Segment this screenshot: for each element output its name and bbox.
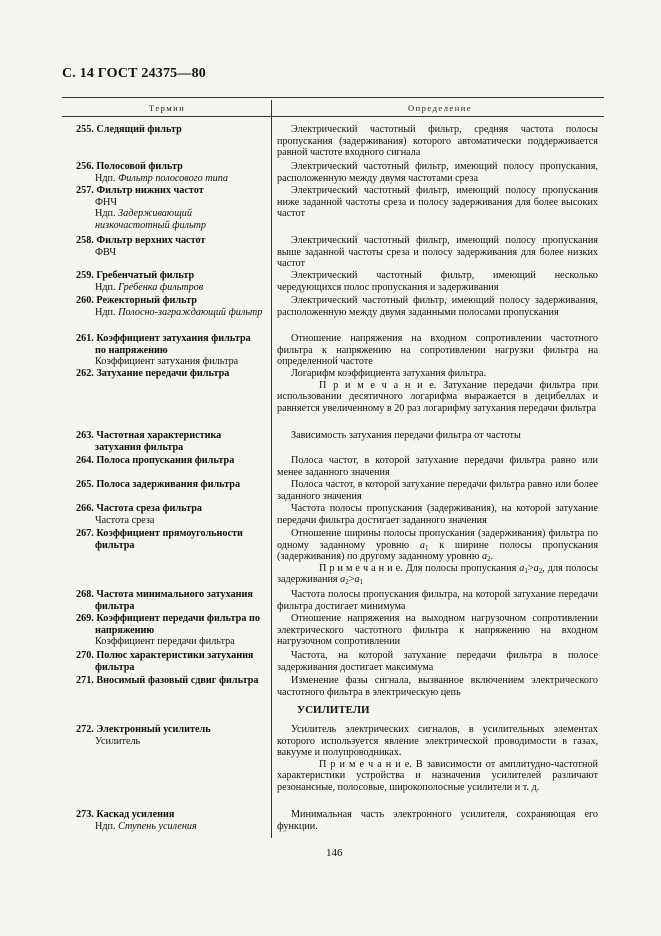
term-entry [76,528,264,551]
definition-text [277,185,598,220]
synonym-prefix: Усилитель [95,735,141,747]
synonym-prefix: Коэффициент передачи фильтра [95,636,235,648]
term-synonym [76,173,264,185]
definition-paragraph: Усилитель электрических сигналов, в усилительных элементах которого используется явление электрической проводимости в газах, вакууме и полупроводниках. [277,724,598,759]
term-entry [76,295,264,318]
term-number: 260. [76,295,94,306]
note-text: В зависимости от амплитудно-частотной характеристики устройства и назначения усилителей различают резонансные, полосовые, широкополосные усилители и т. д. [277,758,598,793]
definition-text [277,161,598,184]
definition-paragraph: Электрический частотный фильтр, имеющий полосу пропускания, расположенную между двумя частотами среза [277,161,598,184]
note-paragraph [277,380,598,415]
section-heading: УСИЛИТЕЛИ [297,704,370,716]
term-entry [76,809,264,832]
term-entry [76,185,264,231]
definition-text [277,368,598,414]
term-name: Полосовой фильтр [96,161,183,172]
term-name: Частотная характеристика затухания фильтра [95,430,222,453]
term-name: Полюс характеристики затухания фильтра [95,650,254,673]
term-number: 256. [76,161,94,172]
term-entry [76,333,264,368]
term-number: 258. [76,235,94,246]
term-entry [76,455,264,467]
term-name: Коэффициент прямоугольности фильтра [95,528,243,551]
term-name: Фильтр нижних частот [96,185,204,196]
synonym-term: Фильтр полосового типа [118,172,228,184]
note-paragraph [277,759,598,794]
term-name: Коэффициент затухания фильтра по напряжению [95,333,251,356]
term-number: 268. [76,589,94,600]
synonym-term: Ступень усиления [118,820,197,832]
term-name: Частота среза фильтра [96,503,203,514]
definition-text [277,333,598,368]
definition-text [277,295,598,318]
page-number: 146 [326,847,343,859]
term-name: Коэффициент передачи фильтра по напряжению [95,613,260,636]
synonym-prefix: Ндп. [95,306,119,318]
term-entry [76,724,264,747]
note-fragment: > [527,562,534,574]
definition-paragraph: Минимальная часть электронного усилителя, сохраняющая его функции. [277,809,598,832]
note-fragment: a [354,574,360,586]
term-entry [76,368,264,380]
term-number: 257. [76,185,94,196]
term-name: Вносимый фазовый сдвиг фильтра [96,675,259,686]
note-fragment: 1 [524,566,528,575]
term-number: 255. [76,124,94,135]
synonym-prefix: Ндп. [95,208,119,220]
synonym-prefix: Ндп. [95,820,119,832]
column-divider [271,100,272,838]
term-name: Гребенчатый фильтр [96,270,195,281]
term-number: 263. [76,430,94,441]
term-entry [76,650,264,673]
term-name: Полоса пропускания фильтра [96,455,235,466]
definition-fragment: 2 [487,555,491,564]
term-name: Фильтр верхних частот [96,235,206,246]
term-number: 270. [76,650,94,661]
note-fragment: П р и м е ч а н и е. [319,562,406,574]
note-text: Затухание передачи фильтра при использовании десятичного логарифма выражается в децибеллах и равняется увеличенному в 20 раз логарифму затухания передачи фильтра [277,379,598,414]
definition-text [277,528,598,586]
term-name: Следящий фильтр [96,124,182,135]
term-name: Полоса задерживания фильтра [96,479,241,490]
table-top-rule [62,97,604,98]
definition-text [277,724,598,794]
note-fragment: a [533,562,539,574]
definition-paragraph: Электрический частотный фильтр, имеющий полосу задерживания, расположенную между двумя заданными полосами пропускания [277,295,598,318]
term-synonym [76,736,264,748]
synonym-term: Гребенка фильтров [118,281,204,293]
definition-paragraph: Зависимость затухания передачи фильтра от частоты [291,430,521,441]
term-name: Частота минимального затухания фильтра [95,589,253,612]
note-fragment: 1 [359,578,364,587]
note-label: П р и м е ч а н и е. [319,758,416,770]
term-entry [76,589,264,612]
note-fragment: Для полосы пропускания [405,562,520,574]
term-number: 259. [76,270,94,281]
term-number: 266. [76,503,94,514]
definition-paragraph: Электрический частотный фильтр, имеющий полосу пропускания ниже заданной частоты среза и полосу задерживания для более высоких частот [277,185,598,220]
term-number: 264. [76,455,94,466]
synonym-prefix: Коэффициент затухания фильтра [95,356,239,368]
definition-paragraph: Изменение фазы сигнала, вызванное включением электрического частотного фильтра в электрическую цепь [277,675,598,698]
definition-text [277,503,598,526]
note-fragment: a [519,562,525,574]
term-number: 267. [76,528,94,539]
definition-paragraph: Электрический частотный фильтр, имеющий полосу пропускания выше заданной частоты среза и полосу задерживания для более низких частот [277,235,598,270]
definition-text [277,613,598,648]
note-fragment: 2 [538,566,543,575]
term-number: 265. [76,479,94,490]
definition-text [277,455,598,478]
term-synonym [76,208,264,231]
term-name: Каскад усиления [96,809,175,820]
definition-text [277,479,598,502]
note-fragment: a [340,574,346,586]
term-synonym [76,247,264,259]
term-entry [76,161,264,184]
definition-paragraph: Полоса частот, в которой затухание передачи фильтра равно или более заданного значения [277,479,598,502]
term-column-header: Термин [149,103,186,113]
synonym-prefix: Ндп. [95,281,119,293]
term-synonym [76,307,264,319]
term-entry [76,235,264,258]
term-entry [76,613,264,648]
page-header: С. 14 ГОСТ 24375—80 [62,66,206,81]
term-entry [76,124,264,136]
definition-fragment: a [482,551,488,563]
term-number: 273. [76,809,94,820]
term-number: 262. [76,368,94,379]
definition-fragment: 1 [424,543,429,552]
term-entry [76,270,264,293]
term-synonym [76,636,264,648]
synonym-prefix: Ндп. [95,172,119,184]
term-synonym [76,515,264,527]
definition-column-header: Определение [408,103,473,113]
definition-fragment: к ширине полосы пропускания (задерживания) по другому заданному уровню [277,539,599,563]
term-entry [76,430,264,453]
synonym-prefix: Частота среза [95,514,155,526]
definition-text [277,589,598,612]
term-name: Электронный усилитель [96,724,211,735]
definition-paragraph: Частота полосы пропускания (задерживания), на которой затухание передачи фильтра достигает заданного значения [277,503,598,526]
definition-paragraph: Логарифм коэффициента затухания фильтра. [291,368,487,379]
definition-text [277,675,598,698]
term-number: 261. [76,333,94,344]
definition-fragment: a [419,539,425,551]
term-synonym [76,821,264,833]
definition-text [277,270,598,293]
definition-fragment: Отношение ширины полосы пропускания (задерживания) фильтра по одному заданному уровню [277,528,598,551]
term-synonym [76,197,264,209]
term-synonym [76,282,264,294]
note-fragment: , для полосы задерживания [277,562,598,586]
note-label: П р и м е ч а н и е. [319,379,444,391]
note-fragment: 2 [345,578,349,587]
term-entry [76,675,264,687]
definition-text [277,235,598,270]
term-number: 271. [76,675,94,686]
definition-text [277,809,598,832]
term-number: 272. [76,724,94,735]
definition-paragraph: Отношение напряжения на выходном нагрузочном сопротивлении электрического частотного фильтра к напряжению на входном нагрузочном сопротивлении [277,613,598,648]
definition-paragraph: Полоса частот, в которой затухание передачи фильтра равно или менее заданного значения [277,455,598,478]
definition-paragraph: Отношение напряжения на входном сопротивлении частотного фильтра к напряжению на сопротивлении нагрузки фильтра на определенной частоте [277,333,598,368]
synonym-term: Полосно-заграждающий фильтр [118,306,263,318]
term-number: 269. [76,613,94,624]
definition-paragraph: Частота полосы пропускания фильтра, на которой затухание передачи фильтра достигает минимума [277,589,598,612]
definition-text [277,124,598,159]
definition-paragraph: Частота, на которой затухание передачи фильтра в полосе задерживания достигает максимума [277,650,598,673]
definition-fragment: . [490,551,494,563]
note-fragment: > [348,574,355,586]
synonym-prefix: ФВЧ [95,246,116,258]
term-synonym [76,356,264,368]
term-name: Затухание передачи фильтра [96,368,230,379]
definition-text [277,430,598,442]
synonym-term: Задерживающий низкочастотный фильтр [95,208,206,231]
table-header-rule [62,116,604,117]
term-entry [76,503,264,526]
synonym-prefix: ФНЧ [95,196,118,208]
term-name: Режекторный фильтр [96,295,197,306]
term-entry [76,479,264,491]
definition-paragraph: Электрический частотный фильтр, средняя частота полосы пропускания (задерживания) которого автоматически поддерживается равной частоте входного сигнала [277,124,598,159]
definition-paragraph: Электрический частотный фильтр, имеющий несколько чередующихся полос пропускания и задерживания [277,270,598,293]
definition-text [277,650,598,673]
